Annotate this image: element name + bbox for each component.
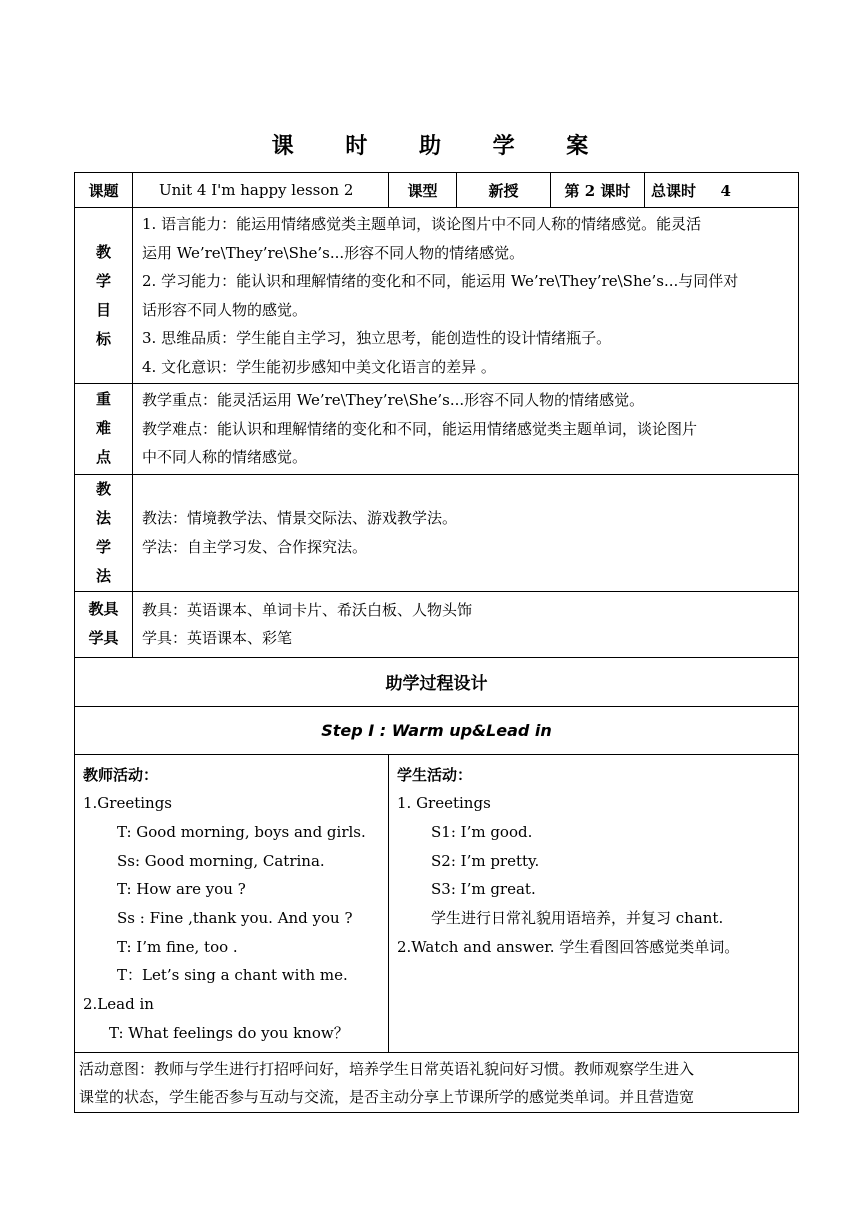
teacher-line: Ss: Good morning, Catrina. [117, 851, 325, 870]
teacher-line: T: What feelings do you know？ [109, 1023, 349, 1042]
objectives-row [75, 208, 799, 384]
methods-content [133, 474, 799, 591]
objective-line: 运用 We’re\They’re\She’s...形容不同人物的情绪感觉。 [142, 243, 525, 262]
methods-label: 教 法 学 法 [75, 474, 133, 591]
focus-row [75, 384, 799, 475]
page-title: 课 时 助 学 案 [271, 133, 611, 159]
step-title: Step I : Warm up&Lead in [75, 706, 799, 754]
topic-value: Unit 4 I'm happy lesson 2 [133, 173, 389, 208]
focus-label: 重 难 点 [75, 384, 133, 475]
type-value: 新授 [457, 173, 551, 208]
objective-line: 4. 文化意识：学生能初步感知中美文化语言的差异 。 [142, 357, 496, 376]
focus-line: 教学难点：能认识和理解情绪的变化和不同，能运用情绪感觉类主题单词，谈论图片 [142, 419, 698, 438]
teacher-line: Ss : Fine ,thank you. And you ? [117, 909, 353, 928]
student-line: 1. Greetings [397, 794, 491, 813]
activities-row [75, 754, 799, 1052]
purpose-content [75, 1052, 799, 1112]
type-label: 课型 [389, 173, 457, 208]
tools-content [133, 591, 799, 657]
teacher-line: T: I’m fine, too . [117, 937, 238, 956]
focus-line: 中不同人称的情绪感觉。 [142, 448, 308, 466]
process-title-row [75, 657, 799, 706]
total-periods [645, 173, 799, 208]
methods-row [75, 474, 799, 591]
student-line: S3: I’m great. [431, 880, 536, 899]
method-line: 学法：自主学习发、合作探究法。 [142, 537, 368, 556]
header-row [75, 173, 799, 208]
tool-line: 学具：英语课本、彩笔 [142, 629, 293, 647]
teacher-activities [75, 754, 389, 1052]
total-label: 总课时 [651, 181, 697, 200]
topic-label: 课题 [75, 173, 133, 208]
objective-line: 2. 学习能力：能认识和理解情绪的变化和不同，能运用 We’re\They’re\She’s...与同伴对 [142, 272, 739, 290]
student-heading: 学生活动： [397, 765, 473, 784]
lesson-plan-table [74, 172, 799, 1113]
objectives-label: 教 学 目 标 [75, 208, 133, 384]
total-value: 4 [720, 181, 731, 200]
teacher-line: T: How are you ? [117, 880, 246, 899]
teacher-line: T: Good morning, boys and girls. [117, 822, 366, 841]
focus-line: 教学重点：能灵活运用 We’re\They’re\She’s...形容不同人物的情绪感觉。 [142, 391, 645, 409]
student-line: S1: I’m good. [431, 822, 533, 841]
objective-line: 3. 思维品质：学生能自主学习，独立思考，能创造性的设计情绪瓶子。 [142, 329, 612, 347]
purpose-line: 活动意图：教师与学生进行打招呼问好，培养学生日常英语礼貌问好习惯。教师观察学生进入 [79, 1059, 695, 1078]
purpose-line: 课堂的状态，学生能否参与互动与交流，是否主动分享上节课所学的感觉类单词。并且营造宽 [79, 1088, 695, 1107]
student-line: 学生进行日常礼貌用语培养，并复习 chant. [431, 909, 724, 928]
period-value: 第 2 课时 [551, 173, 645, 208]
student-line: S2: I’m pretty. [431, 851, 540, 870]
teacher-line: 1.Greetings [83, 794, 173, 813]
tools-row [75, 591, 799, 657]
teacher-line: 2.Lead in [83, 995, 154, 1014]
student-activities [389, 754, 799, 1052]
objectives-content [133, 208, 799, 384]
purpose-row [75, 1052, 799, 1112]
tool-line: 教具：英语课本、单词卡片、希沃白板、人物头饰 [142, 600, 473, 619]
method-line: 教法：情境教学法、情景交际法、游戏教学法。 [142, 509, 458, 527]
step-title-row [75, 706, 799, 754]
student-line: 2.Watch and answer. 学生看图回答感觉类单词。 [397, 937, 740, 956]
process-title: 助学过程设计 [75, 657, 799, 706]
focus-content [133, 384, 799, 475]
objective-line: 话形容不同人物的感觉。 [142, 300, 308, 319]
teacher-line: T：Let’s sing a chant with me. [117, 966, 348, 985]
tools-label: 教具 学具 [75, 591, 133, 657]
teacher-heading: 教师活动： [83, 765, 159, 784]
objective-line: 1. 语言能力：能运用情绪感觉类主题单词，谈论图片中不同人称的情绪感觉。能灵活 [142, 215, 702, 233]
